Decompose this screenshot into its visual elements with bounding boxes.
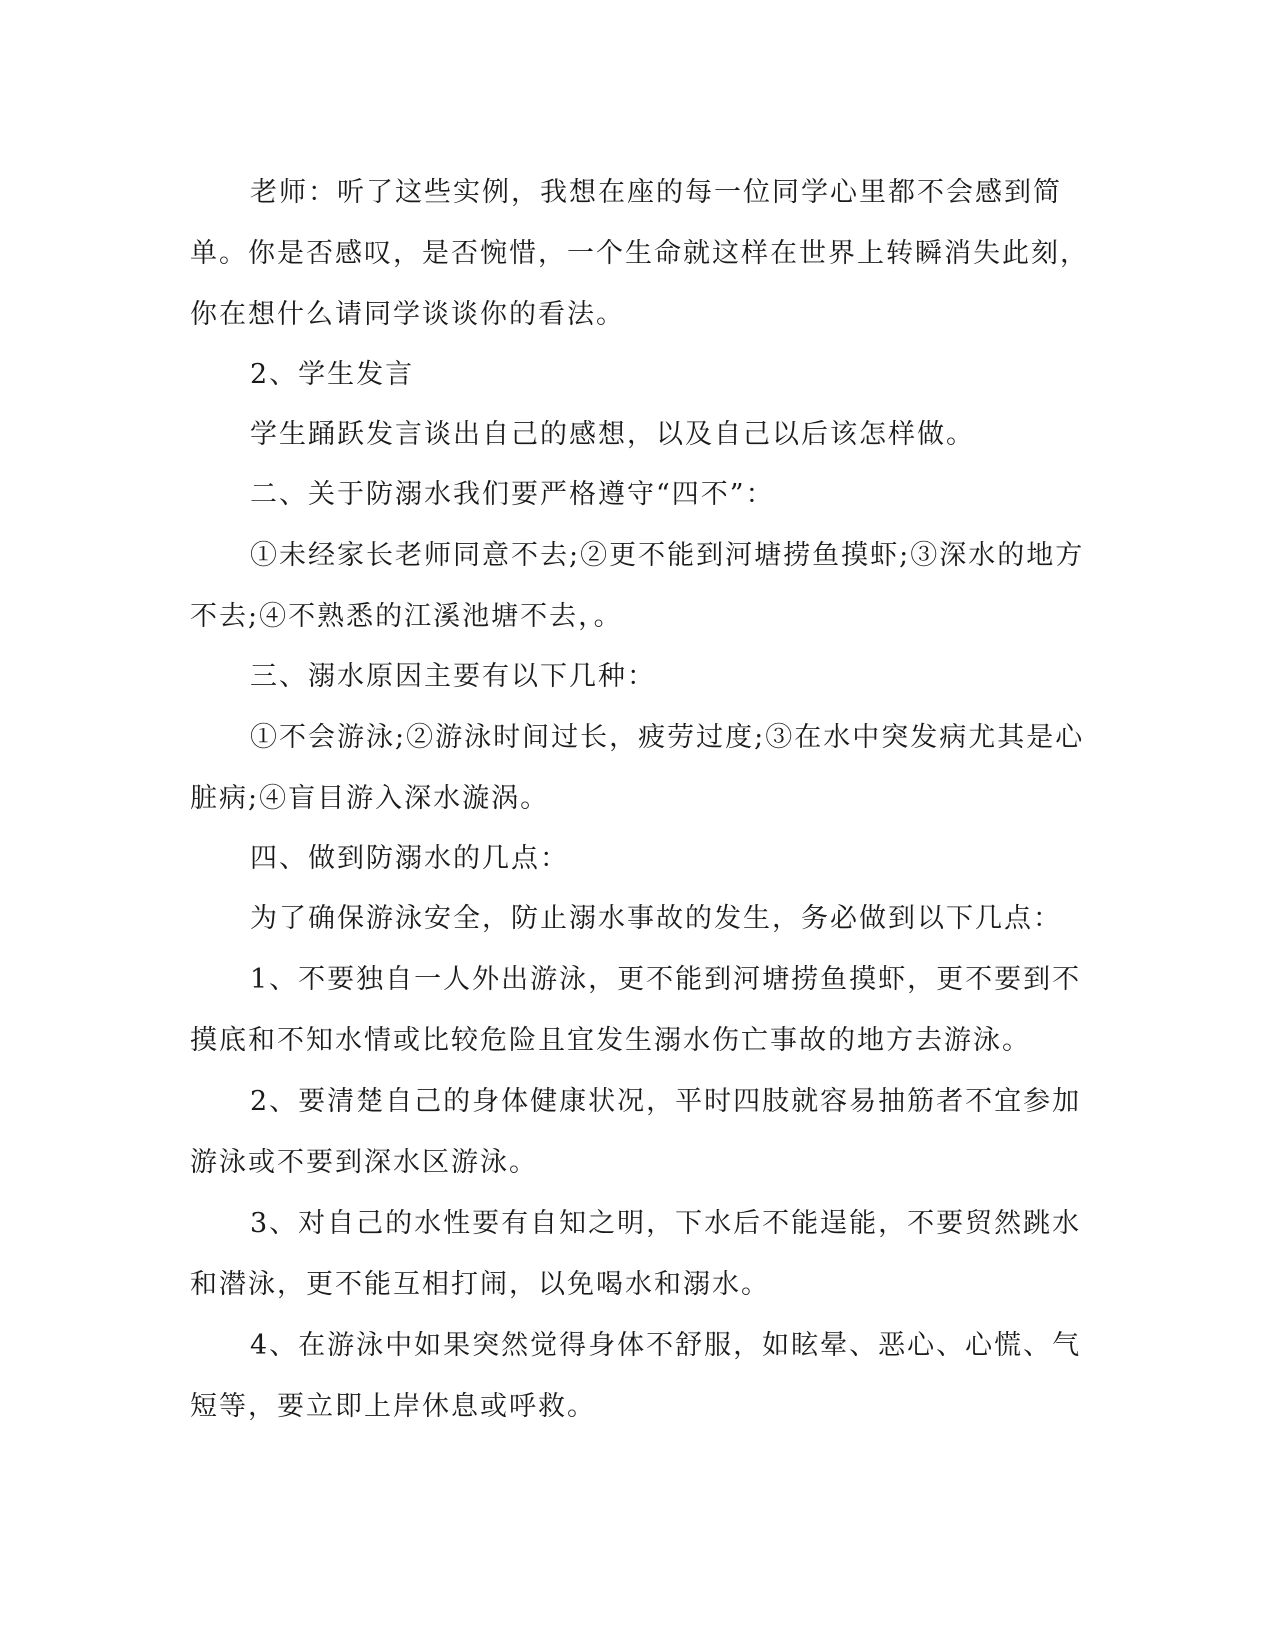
document-body <box>190 162 1090 1437</box>
paragraph-student-speech-heading: 2、学生发言 <box>250 359 415 390</box>
list-item-rule-3: 3、对自己的水性要有自知之明，下水后不能逞能，不要贸然跳水和潜泳，更不能互相打闹，以免喝水和溺水。 <box>190 1208 1082 1300</box>
list-item-rule-4: 4、在游泳中如果突然觉得身体不舒服，如眩晕、恶心、心慌、气短等，要立即上岸休息或呼救。 <box>190 1330 1082 1422</box>
paragraph-teacher-remarks: 老师：听了这些实例，我想在座的每一位同学心里都不会感到简单。你是否感叹，是否惋惜，一个生命就这样在世界上转瞬消失此刻，你在想什么请同学谈谈你的看法。 <box>190 177 1089 330</box>
paragraph-drowning-causes: ①不会游泳;②游泳时间过长，疲劳过度;③在水中突发病尤其是心脏病;④盲目游入深水漩涡。 <box>190 722 1085 814</box>
paragraph-student-speech: 学生踊跃发言谈出自己的感想，以及自己以后该怎样做。 <box>250 419 975 450</box>
section-heading-prevention: 四、做到防溺水的几点： <box>250 843 569 874</box>
paragraph-four-nots: ①未经家长老师同意不去;②更不能到河塘捞鱼摸虾;③深水的地方不去;④不熟悉的江溪池塘不去，。 <box>190 540 1085 632</box>
paragraph-prevention-intro: 为了确保游泳安全，防止溺水事故的发生，务必做到以下几点： <box>250 903 1062 934</box>
list-item-rule-2: 2、要清楚自己的身体健康状况，平时四肢就容易抽筋者不宜参加游泳或不要到深水区游泳。 <box>190 1086 1082 1178</box>
section-heading-four-nots: 二、关于防溺水我们要严格遵守“四不”： <box>250 479 775 510</box>
list-item-rule-1: 1、不要独自一人外出游泳，更不能到河塘捞鱼摸虾，更不要到不摸底和不知水情或比较危险且宜发生溺水伤亡事故的地方去游泳。 <box>190 964 1082 1056</box>
section-heading-drowning-causes: 三、溺水原因主要有以下几种： <box>250 661 656 692</box>
